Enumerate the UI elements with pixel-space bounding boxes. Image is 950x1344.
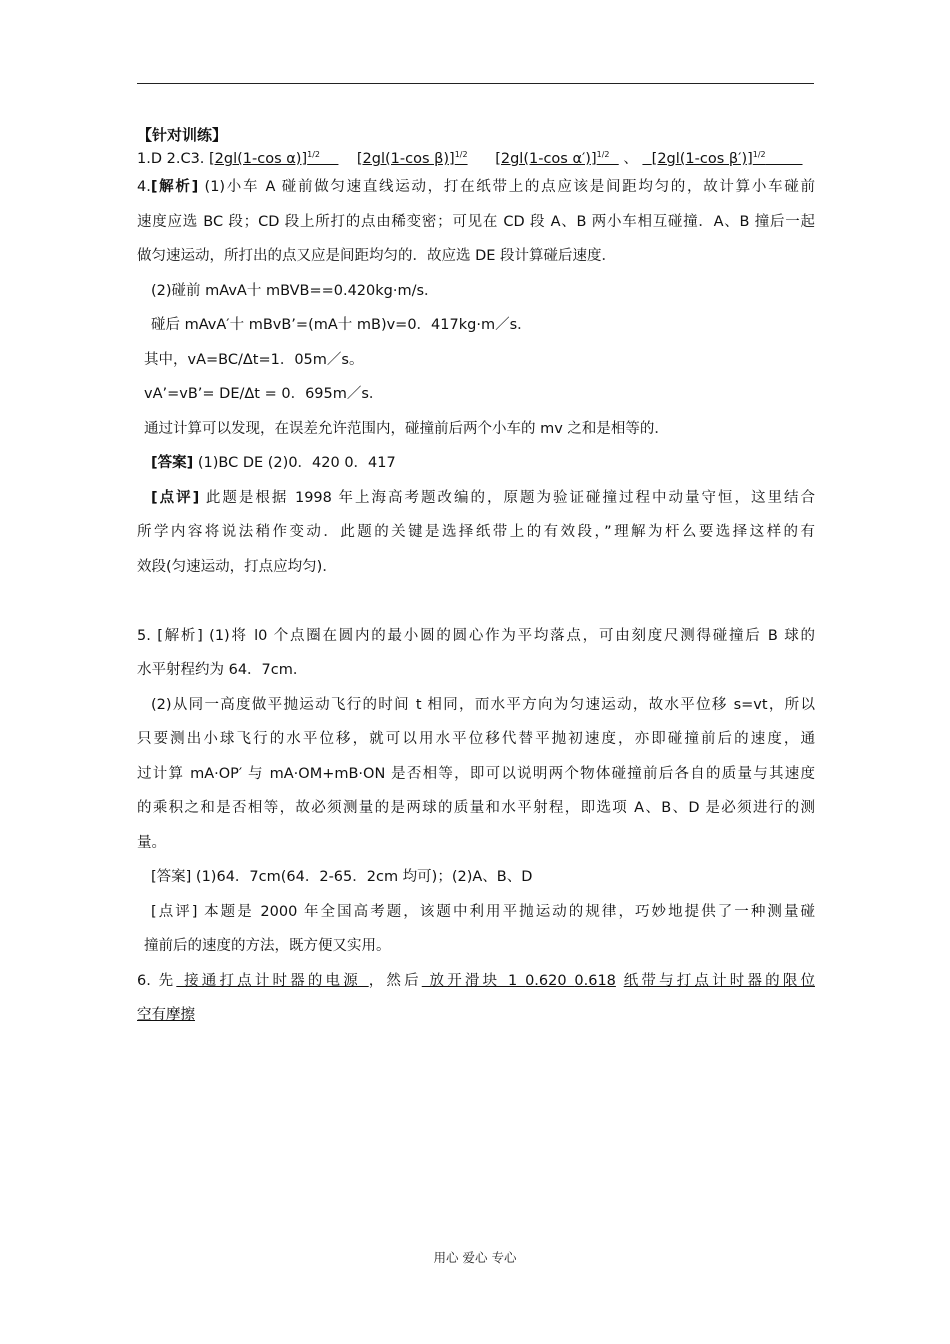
q4-after: 碰后 mAvA′十 mBvB’=(mA十 mB)v=0．417kg·m／s． — [151, 317, 532, 333]
q4-line-2: 速度应选 BC 段；CD 段上所打的点由稀变密；可见在 CD 段 A、B 两小车相互碰撞．A、B 撞后一起 — [137, 213, 815, 230]
page-footer: 用心 爱心 专心 — [433, 1250, 517, 1265]
q1-2-prefix: 1.D 2.C3. — [137, 151, 205, 167]
q5-review-2: 撞前后的速度的方法，既方便又实用。 — [144, 938, 391, 954]
blank-3: [2gl(1-cos α′)]$^{1/2}$ — [495, 150, 610, 167]
answer-content — [137, 120, 815, 1033]
q5-answer: [答案] (1)64．7cm(64．2-65．2cm 均可)；(2)A、B、D — [151, 869, 533, 885]
q4-review-2: 所学内容将说法稍作变动．此题的关键是选择纸带上的有效段，”理解为杆么要选择这样的有 — [137, 524, 815, 540]
blank-4: [2gl(1-cos β′)]$^{1/2}$ — [651, 150, 766, 167]
q6-blank-3: 0.620 — [525, 972, 575, 989]
q6-line-1: 6. 先 接通打点计时器的电源 ，然后 放开滑块 1 0.620 0.618 纸带与打点计时器的限位 — [137, 972, 815, 989]
section-title: 【针对训练】 — [137, 126, 228, 144]
q5-line-4: 只要测出小球飞行的水平位移，就可以用水平位移代替平抛初速度，亦即碰撞前后的速度，通 — [137, 731, 815, 747]
q6-blank-1: 接通打点计时器的电源 — [176, 972, 369, 989]
q5-line-1: 5. [解析] (1)将 l0 个点圈在圆内的最小圆的圆心作为平均落点，可由刻度尺测得碰撞后 B 球的 — [137, 627, 815, 644]
q4-line-3: 做匀速运动，所打出的点又应是间距均匀的．故应选 DE 段计算碰后速度． — [137, 248, 617, 264]
q5-line-5: 过计算 mA·OP′ 与 mA·OM+mB·ON 是否相等，即可以说明两个物体碰撞前后各自的质量与其速度 — [137, 765, 815, 782]
q6-line-2: 空有摩擦 — [137, 1007, 195, 1023]
q4-va-vb: vA’=vB’= DE/Δt = 0．695m／s． — [144, 386, 384, 402]
blank-1: [2gl(1-cos α)]$^{1/2}$ — [209, 150, 320, 167]
q5-line-3: (2)从同一高度做平抛运动飞行的时间 t 相同，而水平方向为匀速运动，故水平位移 s=vt，所以 — [151, 696, 815, 713]
q5-review-1: [点评] 本题是 2000 年全国高考题，该题中利用平抛运动的规律，巧妙地提供了一种测量碰 — [151, 903, 815, 920]
q4-line-1: 4.[解析] (1)小车 A 碰前做匀速直线运动，打在纸带上的点应该是间距均匀的，故计算小车碰前 — [137, 179, 815, 195]
q5-line-6: 的乘积之和是否相等，故必须测量的是两球的质量和水平射程，即选项 A、B、D 是必须进行的测 — [137, 800, 815, 816]
q5-line-7: 量。 — [137, 834, 166, 851]
q6-blank-2: 放开滑块 1 — [421, 972, 526, 989]
q4-review-3: 效段(匀速运动，打点应均匀)． — [137, 558, 337, 575]
header-rule — [137, 83, 814, 84]
q4-qizhong: 其中，vA=BC/Δt=1．05m／s。 — [144, 351, 364, 368]
q4-answer: [答案] (1)BC DE (2)0．420 0．417 — [151, 455, 396, 471]
q4-conclusion: 通过计算可以发现，在误差允许范围内，碰撞前后两个小车的 mv 之和是相等的． — [144, 420, 669, 437]
q6-blank-5: 纸带与打点计时器的限位 — [623, 972, 815, 989]
q4-before: (2)碰前 mAvA十 mBVB==0.420kg·m/s． — [151, 282, 439, 299]
blank-2: [2gl(1-cos β)]$^{1/2}$ — [356, 150, 468, 167]
q5-line-2: 水平射程约为 64．7cm． — [137, 662, 308, 678]
q1-2-answers: 1.D 2.C3. [2gl(1-cos α)]$^{1/2}$ [2gl(1-cos β)]$^{1/2}$ [2gl(1-cos α′)]$^{1/2}$ 、 [2gl(1-cos β′)]$^{1/2}$ — [137, 148, 815, 170]
q6-blank-4: 0.618 — [574, 972, 616, 989]
q4-review-1: [点评] 此题是根据 1998 年上海高考题改编的，原题为验证碰撞过程中动量守恒，这里结合 — [151, 489, 815, 506]
